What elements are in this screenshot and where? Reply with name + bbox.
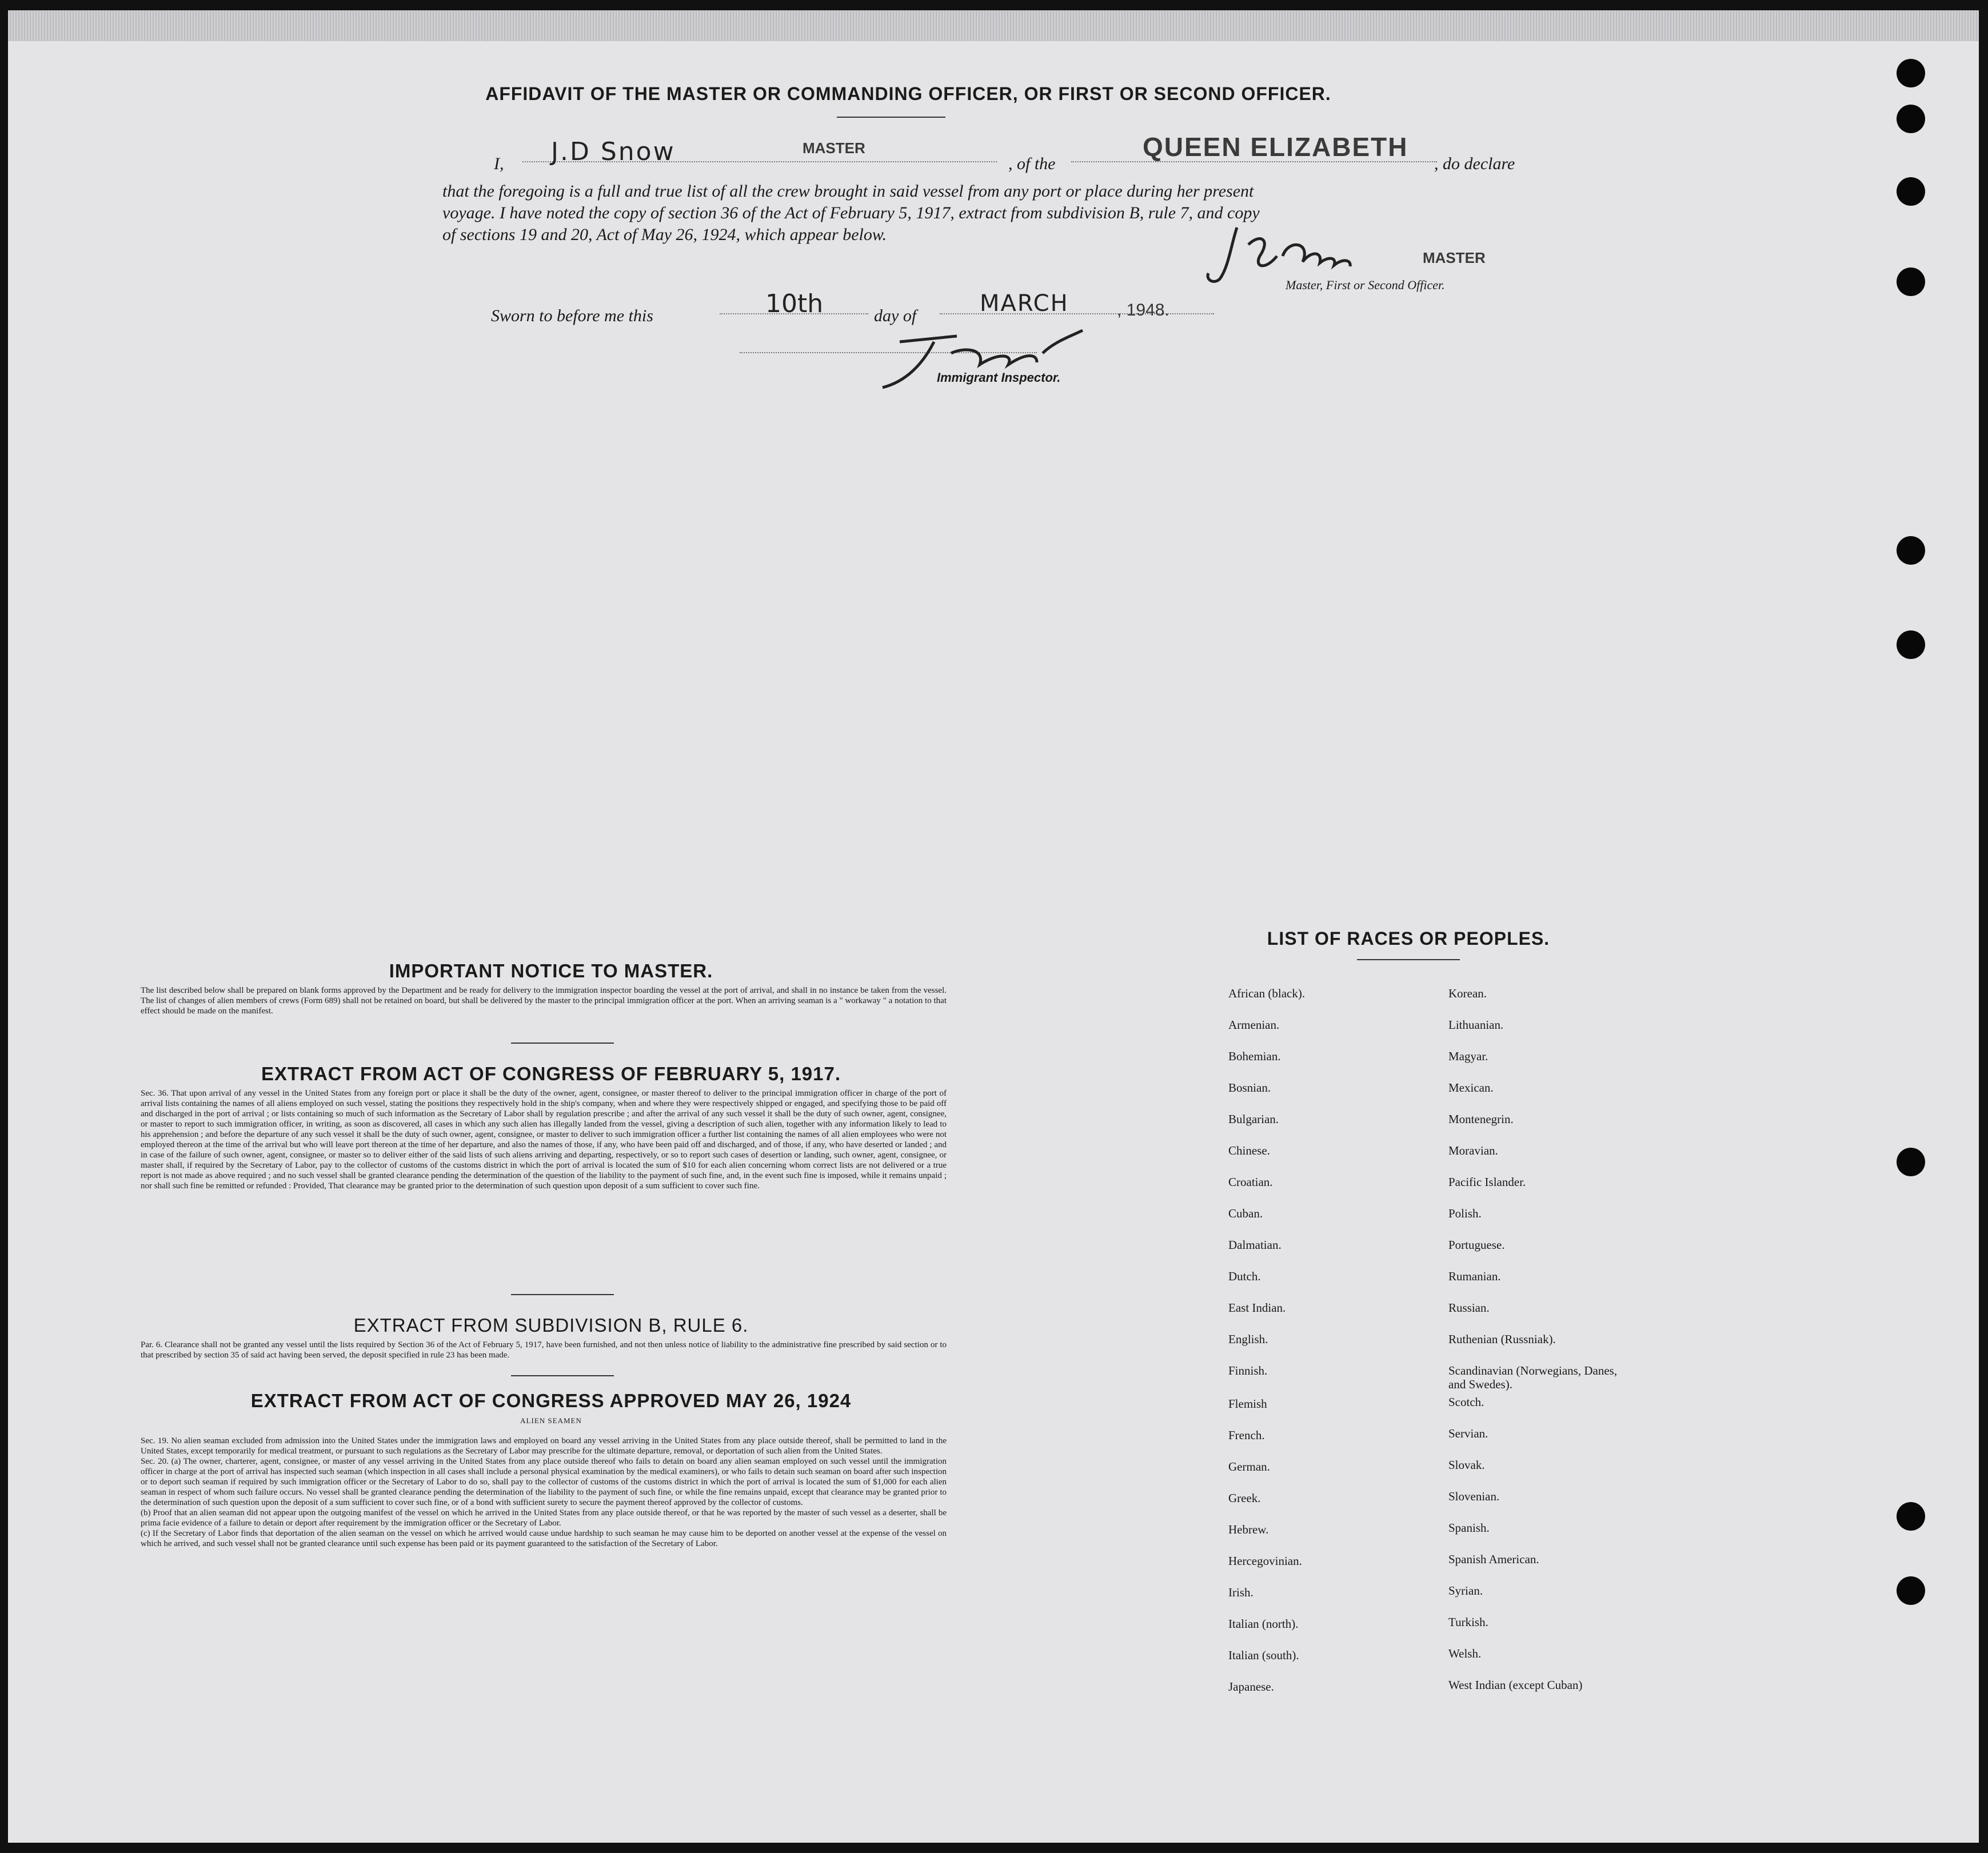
affidavit-line-3: voyage. I have noted the copy of section 36 of the Act of February 5, 1917, extract from subdivision B, rule 7, and copy xyxy=(442,203,1260,222)
race-item: Armenian. xyxy=(1228,1018,1280,1032)
race-item: Magyar. xyxy=(1448,1049,1488,1063)
race-item: Slovak. xyxy=(1448,1458,1485,1472)
extract-1917-title: EXTRACT FROM ACT OF CONGRESS OF FEBRUARY 5, 1917. xyxy=(261,1063,841,1084)
race-item: Dalmatian. xyxy=(1228,1238,1282,1252)
race-item: Montenegrin. xyxy=(1448,1112,1514,1126)
affidavit-line-2: that the foregoing is a full and true list of all the crew brought in said vessel from any port or place during her present xyxy=(442,182,1254,201)
divider xyxy=(837,117,945,118)
i-label: I, xyxy=(494,154,504,173)
punch-hole-icon xyxy=(1897,630,1925,659)
race-item: Scotch. xyxy=(1448,1395,1484,1409)
race-item: African (black). xyxy=(1228,987,1306,1000)
sworn-label: Sworn to before me this xyxy=(491,306,653,325)
extract-1924-text: Sec. 19. No alien seaman excluded from admission into the United States under the immigration laws and employed on board any vessel arriving in the United States from any place outside thereof, shall be permitted to land in the United States, except temporarily for medical treatment, or pursuant to such regulations as the Secretary of Labor may prescribe for the ultimate departure, removal, or deportation of such alien from the United States. Sec. 20. (a) The owner, charterer, agent, consignee, or master of any vessel arriving in the United States from any place outside thereof who fails to detain on board any alien seaman employed on such vessel until the immigration officer in charge at the port of arrival has inspected such seaman (which inspection in all cases shall include a personal physical examination by the medical examiners), or who fails to detain such seaman on board after such inspection or to deport such seaman if required by such immigration officer or the Secretary of Labor to do so, shall pay to the collector of customs of the customs district in which the port of arrival is located the sum of $1,000 for each alien seaman in respect of whom such failure occurs. No vessel shall be granted clearance pending the determination of the liability to the payment of such fine, or while the fine remains unpaid, except that clearance may be granted prior to the determination of such question upon the deposit of a sum sufficient to cover such fine, or of a bond with sufficient surety to secure the payment thereof approved by the collector of customs. (b) Proof that an alien seaman did not appear upon the outgoing manifest of the vessel on which he arrived in the United States from any place outside thereof, or that he was reported by the master of such vessel as a deserter, shall be prima facie evidence of a failure to detain or deport after requirement by the immigration officer or the Secretary of Labor. (c) If the Secretary of Labor finds that deportation of the alien seaman on the vessel on which he arrived would cause undue hardship to such seaman he may cause him to be deported on another vessel at the expense of the vessel on which he arrived, and such vessel shall not be granted clearance until such expense has been paid or its payment guaranteed to the satisfaction of the Secretary of Labor. xyxy=(141,1436,947,1548)
race-item: Dutch. xyxy=(1228,1269,1261,1283)
top-border xyxy=(8,10,1979,41)
day-value: 10th xyxy=(765,289,824,318)
punch-hole-icon xyxy=(1897,177,1925,206)
notice-title: IMPORTANT NOTICE TO MASTER. xyxy=(389,960,713,981)
race-item: English. xyxy=(1228,1332,1268,1346)
race-item: Italian (south). xyxy=(1228,1648,1299,1662)
divider xyxy=(511,1294,614,1295)
punch-hole-icon xyxy=(1897,105,1925,133)
race-item: Hercegovinian. xyxy=(1228,1554,1302,1568)
master-name: J.D Snow xyxy=(551,137,676,166)
race-item: Moravian. xyxy=(1448,1144,1498,1157)
race-item: Croatian. xyxy=(1228,1175,1273,1189)
race-item: Finnish. xyxy=(1228,1364,1268,1377)
race-item: Italian (north). xyxy=(1228,1617,1299,1631)
race-item: Syrian. xyxy=(1448,1584,1483,1598)
extract-1917-text: Sec. 36. That upon arrival of any vessel in the United States from any foreign port or place it shall be the duty of the owner, agent, consignee, or master thereof to deliver to the principal immigration officer in charge of the port of arrival lists containing the names of all aliens employed on such vessel, stating the positions they respectively hold in the ship's company, when and where they were respectively shipped or engaged, and specifying those to be paid off and discharged in the port of arrival ; or lists containing so much of such information as the Secretary of Labor shall by regulation prescribe ; and after the arrival of any such vessel it shall be the duty of such owner, agent, consignee, or master to report to such immigration officer, in writing, as soon as discovered, all cases in which any such alien has illegally landed from the vessel, giving a description of such alien, together with any information likely to lead to his apprehension ; and before the departure of any such vessel it shall be the duty of such owner, agent, consignee, or master to deliver to such immigration officer a further list containing the names of all alien employees who were not employed thereon at the time of the arrival but who will leave port thereon at the time of her departure, and also the names of those, if any, who have been paid off and discharged, and of those, if any, who have deserted or landed ; and in case of the failure of such owner, agent, consignee, or master so to deliver either of the said lists of such aliens arriving and departing, respectively, or so to report such cases of desertion or landing, such owner, agent, consignee, or master shall, if required by the Secretary of Labor, pay to the collector of customs of the customs district in which the port of arrival is located the sum of $10 for each alien concerning whom correct lists are not delivered or a true report is not made as above required ; and no such vessel shall be granted clearance pending the determination of the question of the liability to the payment of such fine, and, in the event such fine is imposed, while it remains unpaid ; nor shall such fine be remitted or refunded : Provided, That clearance may be granted prior to the determination of such question upon deposit of a sum sufficient to cover such fine. xyxy=(141,1089,947,1191)
race-item: Greek. xyxy=(1228,1491,1261,1505)
race-item: Irish. xyxy=(1228,1586,1254,1599)
race-item: French. xyxy=(1228,1428,1265,1442)
race-item: Rumanian. xyxy=(1448,1269,1501,1283)
signature-rank-stamp: MASTER xyxy=(1423,249,1486,266)
do-declare-label: , do declare xyxy=(1434,154,1515,173)
extract-1924-title: EXTRACT FROM ACT OF CONGRESS APPROVED MAY 26, 1924 xyxy=(250,1390,852,1411)
race-item: Flemish xyxy=(1228,1397,1267,1411)
race-item: Japanese. xyxy=(1228,1680,1274,1694)
race-item: Chinese. xyxy=(1228,1144,1270,1157)
rank-stamp: MASTER xyxy=(803,139,865,157)
punch-hole-icon xyxy=(1897,1576,1925,1605)
race-item: Servian. xyxy=(1448,1427,1488,1440)
race-item: Slovenian. xyxy=(1448,1489,1500,1503)
race-item: Korean. xyxy=(1448,987,1487,1000)
divider xyxy=(1357,959,1460,960)
race-item: Spanish American. xyxy=(1448,1552,1539,1566)
race-item: Pacific Islander. xyxy=(1448,1175,1526,1189)
race-item: Turkish. xyxy=(1448,1615,1488,1629)
race-item: Cuban. xyxy=(1228,1207,1263,1220)
race-item: Bohemian. xyxy=(1228,1049,1281,1063)
race-item: Bosnian. xyxy=(1228,1081,1271,1095)
race-item: Spanish. xyxy=(1448,1521,1490,1535)
affidavit-line-4: of sections 19 and 20, Act of May 26, 1924, which appear below. xyxy=(442,225,887,244)
month-value: MARCH xyxy=(980,290,1069,317)
race-item: Scandinavian (Norwegians, Danes, and Swedes). xyxy=(1448,1364,1618,1391)
year-value: , 1948. xyxy=(1117,301,1169,320)
subdivision-b-text: Par. 6. Clearance shall not be granted any vessel until the lists required by Section 36 of the Act of February 5, 1917, have been furnished, and not then unless notice of liability to the administrative fine prescribed by said section or to that prescribed by section 35 of said act having been served, the deposit specified in rule 23 has been made. xyxy=(141,1340,947,1360)
race-item: Hebrew. xyxy=(1228,1523,1269,1536)
race-item: Welsh. xyxy=(1448,1647,1482,1660)
punch-hole-icon xyxy=(1897,1502,1925,1531)
race-item: Portuguese. xyxy=(1448,1238,1505,1252)
race-item: Polish. xyxy=(1448,1207,1482,1220)
race-item: German. xyxy=(1228,1460,1270,1473)
race-item: Bulgarian. xyxy=(1228,1112,1279,1126)
race-item: Lithuanian. xyxy=(1448,1018,1504,1032)
divider xyxy=(511,1375,614,1376)
punch-hole-icon xyxy=(1897,59,1925,87)
subdivision-b-title: EXTRACT FROM SUBDIVISION B, RULE 6. xyxy=(353,1315,749,1336)
document-page xyxy=(8,10,1979,1843)
punch-hole-icon xyxy=(1897,1148,1925,1176)
master-caption: Master, First or Second Officer. xyxy=(1286,278,1445,292)
extract-1924-subtitle: ALIEN SEAMEN xyxy=(520,1416,582,1425)
affidavit-heading: AFFIDAVIT OF THE MASTER OR COMMANDING OFFICER, OR FIRST OR SECOND OFFICER. xyxy=(485,83,1331,104)
punch-hole-icon xyxy=(1897,536,1925,565)
vessel-name-stamp: QUEEN ELIZABETH xyxy=(1143,132,1408,162)
race-item: West Indian (except Cuban) xyxy=(1448,1678,1583,1692)
notice-text: The list described below shall be prepared on blank forms approved by the Department and be ready for delivery to the immigration inspector boarding the vessel at the port of arrival, and shall in no instance be taken from the vessel. The list of changes of alien members of crews (Form 689) shall not be retained on board, but shall be delivered by the master to the principal immigration officer at the port. When an arriving seaman is a " workaway " a notation to that effect should be made on the manifest. xyxy=(141,986,947,1016)
punch-hole-icon xyxy=(1897,267,1925,296)
races-title: LIST OF RACES OR PEOPLES. xyxy=(1267,928,1550,949)
race-item: Russian. xyxy=(1448,1301,1490,1315)
of-the-label: , of the xyxy=(1008,154,1056,173)
inspector-caption: Immigrant Inspector. xyxy=(937,370,1061,385)
race-item: Mexican. xyxy=(1448,1081,1494,1095)
race-item: East Indian. xyxy=(1228,1301,1286,1315)
race-item: Ruthenian (Russniak). xyxy=(1448,1332,1556,1346)
day-of-label: day of xyxy=(874,306,917,325)
divider xyxy=(511,1043,614,1044)
